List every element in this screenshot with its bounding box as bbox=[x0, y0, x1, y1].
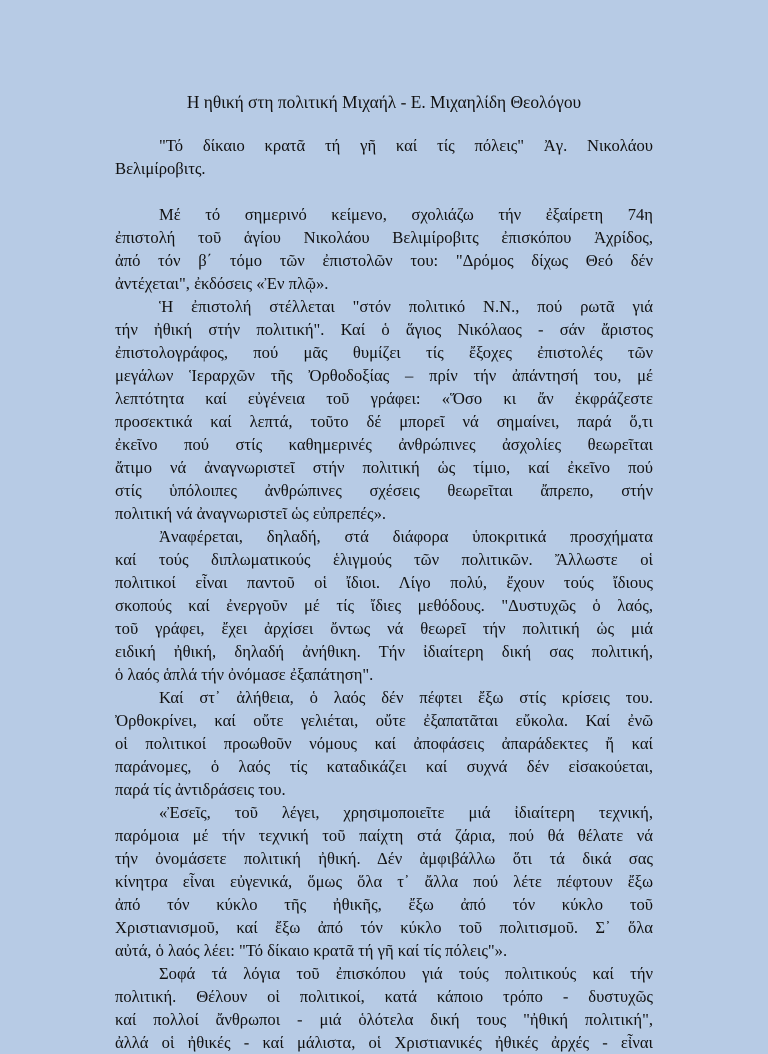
body-line: Ἡ ἐπιστολή στέλλεται "στόν πολιτικό Ν.Ν., πού ρωτᾶ γιά bbox=[159, 297, 653, 316]
body-line: αὐτά, ὁ λαός λέει: "Τό δίκαιο κρατᾶ τή γῆ καί τίς πόλεις"». bbox=[115, 941, 508, 960]
body-line: καί πολλοί ἄνθρωποι - μιά ὁλότελα δική τους "ἠθική πολιτική", bbox=[115, 1010, 653, 1029]
body-line: «Ἐσεῖς, τοῦ λέγει, χρησιμοποιεῖτε μιά ἰδιαίτερη τεχνική, bbox=[159, 803, 653, 822]
body-line: προσεκτικά καί λεπτά, τοῦτο δέ μπορεῖ νά σημαίνει, παρά ὅ,τι bbox=[115, 412, 653, 431]
body-line: παρόμοια μέ τήν τεχνική τοῦ παίχτη στά ζάρια, πού θά θέλατε νά bbox=[115, 826, 653, 845]
body-line: οἱ πολιτικοί προωθοῦν νόμους καί ἀποφάσεις ἀπαράδεκτες ἤ καί bbox=[115, 734, 653, 753]
body-line: ἐκεῖνο πού στίς καθημερινές ἀνθρώπινες ἀσχολίες θεωρεῖται bbox=[115, 435, 653, 454]
body-line: πολιτική νά ἀναγνωριστεῖ ὡς εὐπρεπές». bbox=[115, 504, 387, 523]
body-line: ἀπό τόν κύκλο τῆς ἠθικῆς, ἔξω ἀπό τόν κύκλο τοῦ bbox=[115, 895, 653, 914]
body-line: ειδική ἠθική, δηλαδή ἀνήθικη. Τήν ἰδιαίτερη δική σας πολιτική, bbox=[115, 642, 653, 661]
body-line: κίνητρα εἶναι εὐγενικά, ὅμως ὅλα τ᾽ ἄλλα πού λέτε πέφτουν ἔξω bbox=[115, 872, 653, 891]
body-line: ἐπιστολογράφος, πού μᾶς θυμίζει τίς ἔξοχες ἐπιστολές τῶν bbox=[115, 343, 653, 362]
body-line: τήν ἠθική στήν πολιτική". Καί ὁ ἅγιος Νικόλαος - σάν ἄριστος bbox=[115, 320, 653, 339]
document-title: Η ηθική στη πολιτική Μιχαήλ - Ε. Μιχαηλίδη Θεολόγου bbox=[186, 92, 582, 112]
body-line: στίς ὑπόλοιπες ἀνθρώπινες σχέσεις θεωρεῖται ἄπρεπο, στήν bbox=[115, 481, 653, 500]
body-line: τήν ὀνομάσετε πολιτική ἠθική. Δέν ἀμφιβάλλω ὅτι τά δικά σας bbox=[115, 849, 653, 868]
body-line: παράνομες, ὁ λαός τίς καταδικάζει καί συχνά δέν εἰσακούεται, bbox=[115, 757, 653, 776]
body-line: Χριστιανισμοῦ, καί ἔξω ἀπό τόν κύκλο τοῦ πολιτισμοῦ. Σ᾽ ὅλα bbox=[115, 918, 653, 937]
body-line: τοῦ γράφει, ἔχει ἀρχίσει ὄντως νά θεωρεῖ τήν πολιτική ὡς μιά bbox=[115, 619, 653, 638]
body-line: πολιτική. Θέλουν οἱ πολιτικοί, κατά κάποιο τρόπο - δυστυχῶς bbox=[115, 987, 653, 1006]
body-line: ὁ λαός ἁπλά τήν ὀνόμασε ἐξαπάτηση". bbox=[115, 665, 374, 684]
body-line: παρά τίς ἀντιδράσεις του. bbox=[115, 780, 286, 799]
body-line: Ὀρθοκρίνει, καί οὔτε γελιέται, οὔτε ἐξαπατᾶται εὔκολα. Καί ἐνῶ bbox=[115, 711, 653, 730]
body-line: λεπτότητα καί εὐγένεια τοῦ γράφει: «Ὅσο κι ἄν ἐκφράζεστε bbox=[115, 389, 653, 408]
article-body bbox=[115, 203, 653, 1054]
epigraph bbox=[115, 134, 653, 180]
body-line: Σοφά τά λόγια τοῦ ἐπισκόπου γιά τούς πολιτικούς καί τήν bbox=[159, 964, 653, 983]
body-line: ἄτιμο νά ἀναγνωριστεῖ στήν πολιτική ὡς τίμιο, καί ἐκεῖνο πού bbox=[115, 458, 653, 477]
body-line: Μέ τό σημερινό κείμενο, σχολιάζω τήν ἐξαίρετη 74η bbox=[159, 205, 653, 224]
body-line: ἀντέχεται", ἐκδόσεις «Ἐν πλῷ». bbox=[115, 274, 329, 293]
body-line: πολιτικοί εἶναι παντοῦ οἱ ἴδιοι. Λίγο πολύ, ἔχουν τούς ἴδιους bbox=[115, 573, 653, 592]
body-line: Καί στ᾽ ἀλήθεια, ὁ λαός δέν πέφτει ἔξω στίς κρίσεις του. bbox=[159, 688, 653, 707]
body-line: Ἀναφέρεται, δηλαδή, στά διάφορα ὑποκριτικά προσχήματα bbox=[159, 527, 653, 546]
body-line: ἀλλά οἱ ἠθικές - καί μάλιστα, οἱ Χριστιανικές ἠθικές ἀρχές - εἶναι bbox=[115, 1033, 653, 1052]
body-line: ἀπό τόν β΄ τόμο τῶν ἐπιστολῶν του: "Δρόμος δίχως Θεό δέν bbox=[115, 251, 653, 270]
body-line: σκοπούς καί ἐνεργοῦν μέ τίς ἴδιες μεθόδους. "Δυστυχῶς ὁ λαός, bbox=[115, 596, 653, 615]
body-line: καί τούς διπλωματικούς ἑλιγμούς τῶν πολιτικῶν. Ἄλλωστε οἱ bbox=[115, 550, 653, 569]
body-line: μεγάλων Ἱεραρχῶν τῆς Ὀρθοδοξίας – πρίν τήν ἀπάντησή του, μέ bbox=[115, 366, 653, 385]
epigraph-line: Βελιμίροβιτς. bbox=[115, 159, 206, 178]
body-line: ἐπιστολή τοῦ ἁγίου Νικολάου Βελιμίροβιτς ἐπισκόπου Ἀχρίδος, bbox=[115, 228, 653, 247]
epigraph-line: "Τό δίκαιο κρατᾶ τή γῆ καί τίς πόλεις" Ἀγ. Νικολάου bbox=[159, 136, 653, 155]
